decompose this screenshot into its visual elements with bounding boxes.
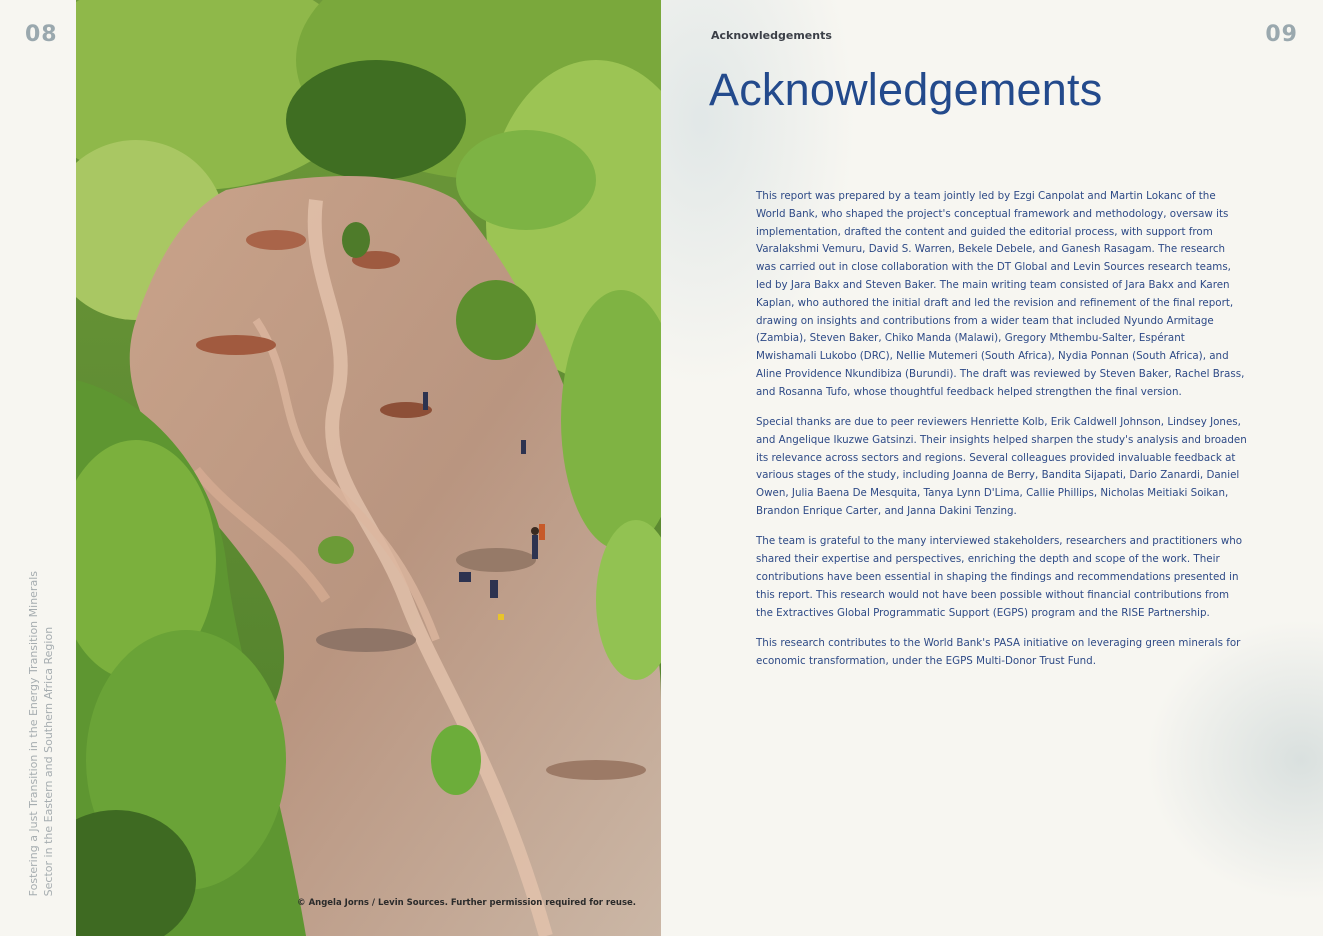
report-title-line-2: Sector in the Eastern and Southern Africa Region xyxy=(42,626,55,896)
paragraph-1: This report was prepared by a team jointly led by Ezgi Canpolat and Martin Lokanc of the World Bank, who shaped the project's conceptual framework and methodology, oversaw its implementation, drafted the content and guided the editorial process, with support from Varalakshmi Vemuru, David S. Warren, Bekele Debele, and Ganesh Rasagam. The research was carried out in close collaboration with the DT Global and Levin Sources research teams, led by Jara Bakx and Steven Baker. The main writing team consisted of Jara Bakx and Karen Kaplan, who authored the initial draft and led the revision and refinement of the final report, drawing on insights and contributions from a wider team that included Nyundo Armitage (Zambia), Steven Baker, Chiko Manda (Malawi), Gregory Mthembu-Salter, Espérant Mwishamali Lukobo (DRC), Nellie Mutemeri (South Africa), Nydia Ponnan (South Africa), and Aline Providence Nkundibiza (Burundi). The draft was reviewed by Steven Baker, Rachel Brass, and Rosanna Tufo, whose thoughtful feedback helped strengthen the final version. xyxy=(756,190,1245,398)
report-title-line-1: Fostering a Just Transition in the Energy Transition Minerals xyxy=(27,570,40,896)
report-title-caption xyxy=(26,571,56,896)
running-head: Acknowledgements xyxy=(711,29,832,42)
mining-valley-photo xyxy=(76,0,661,936)
paragraph-4: This research contributes to the World Bank's PASA initiative on leveraging green minerals for economic transformation, under the EGPS Multi-Donor Trust Fund. xyxy=(756,636,1241,667)
photo-credit: © Angela Jorns / Levin Sources. Further permission required for reuse. xyxy=(297,898,636,908)
left-page xyxy=(0,0,661,936)
paragraph-3: The team is grateful to the many interviewed stakeholders, researchers and practitioners who shared their expertise and perspectives, enriching the depth and scope of the work. Their contributions have been essential in shaping the findings and recommendations presented in this report. This research would not have been possible without financial contributions from the Extractives Global Programmatic Support (EGPS) program and the RISE Partnership. xyxy=(756,535,1243,619)
paragraph-2: Special thanks are due to peer reviewers Henriette Kolb, Erik Caldwell Johnson, Lindsey Jones, and Angelique Ikuzwe Gatsinzi. Their insights helped sharpen the study's analysis and broaden its relevance across sectors and regions. Several colleagues provided invaluable feedback at various stages of the study, including Joanna de Berry, Bandita Sijapati, Dario Zanardi, Daniel Owen, Julia Baena De Mesquita, Tanya Lynn D'Lima, Callie Phillips, Nicholas Meitiaki Soikan, Brandon Enrique Carter, and Janna Dakini Tenzing. xyxy=(756,416,1247,518)
right-page xyxy=(661,0,1323,936)
page-title: Acknowledgements xyxy=(709,64,1103,115)
page-number-right: 09 xyxy=(1265,22,1298,47)
page-number-left: 08 xyxy=(25,22,58,47)
acknowledgements-body xyxy=(756,188,1248,683)
